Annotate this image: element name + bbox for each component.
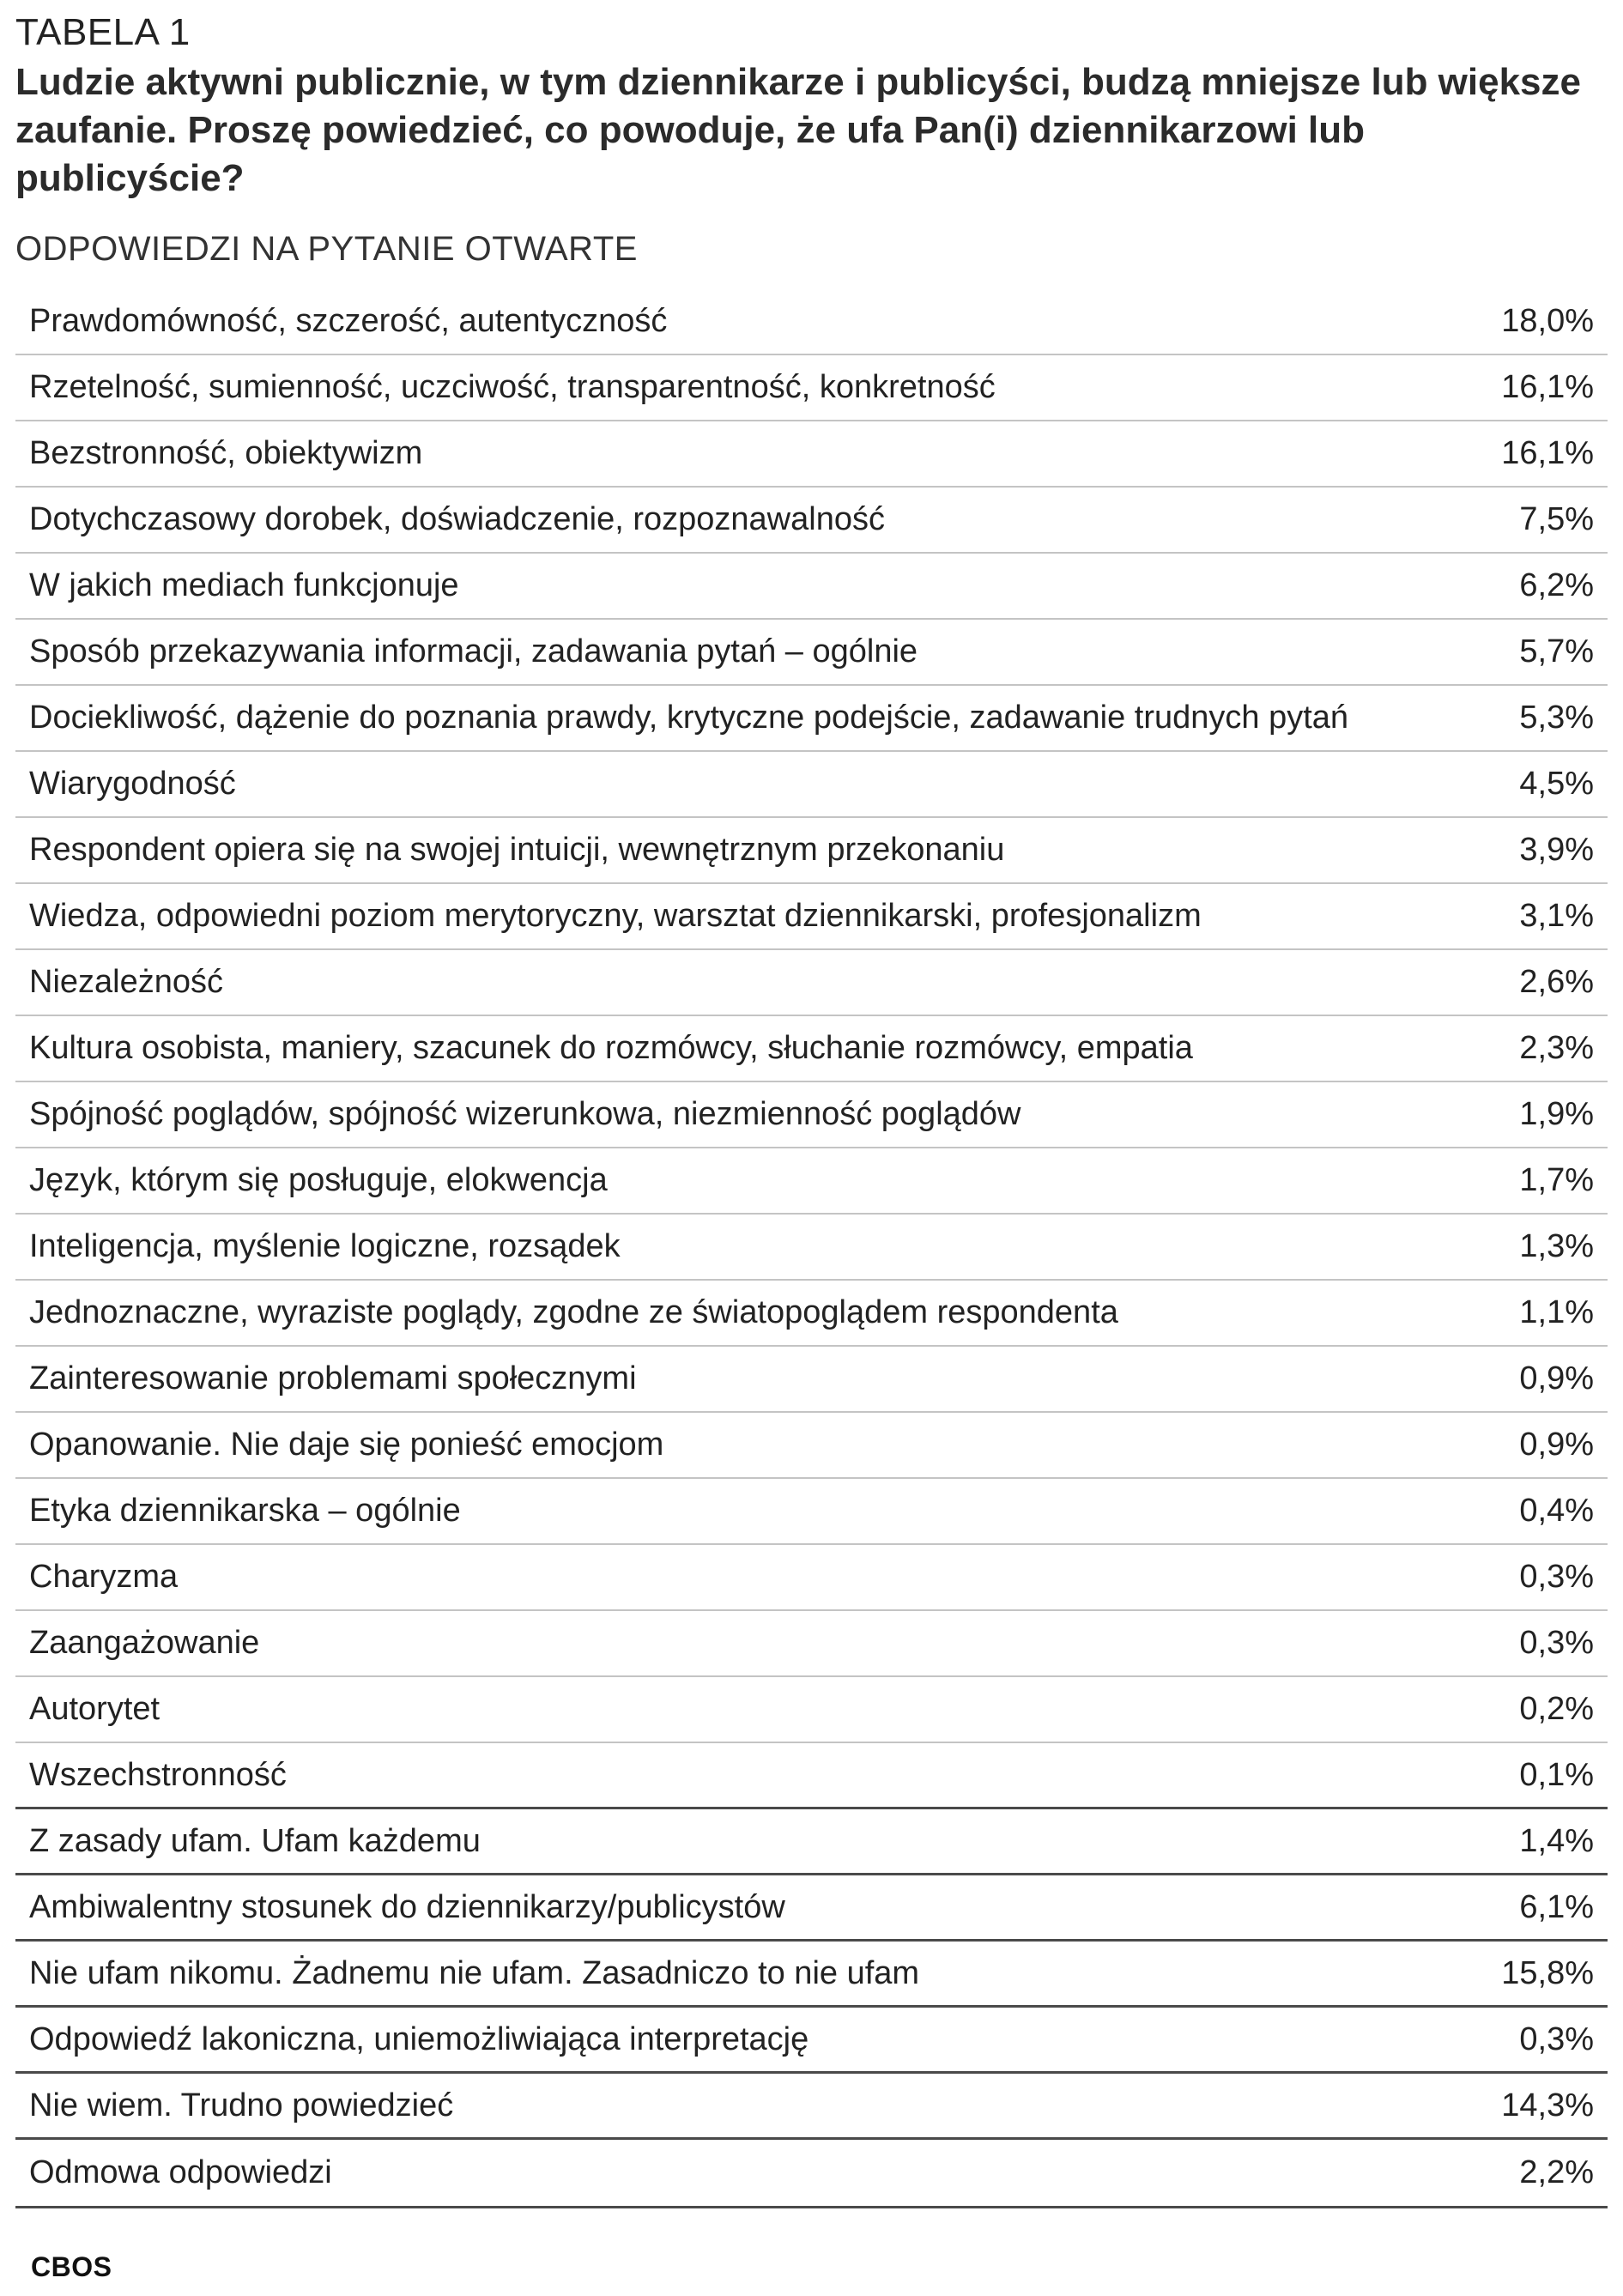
table-row <box>15 1016 1608 1082</box>
table-row <box>15 1545 1608 1611</box>
row-label: Wiedza, odpowiedni poziom merytoryczny, warsztat dziennikarski, profesjonalizm <box>29 898 1202 934</box>
row-label: Prawdomówność, szczerość, autentyczność <box>29 303 668 339</box>
row-label: Autorytet <box>29 1691 160 1727</box>
row-label: Nie wiem. Trudno powiedzieć <box>29 2087 454 2123</box>
table-row <box>15 818 1608 884</box>
table-row <box>15 1281 1608 1347</box>
row-label: Wiarygodność <box>29 766 236 802</box>
table-subtitle: ODPOWIEDZI NA PYTANIE OTWARTE <box>15 230 638 268</box>
row-value: 6,2% <box>1519 567 1594 603</box>
row-value: 2,6% <box>1519 964 1594 1000</box>
row-value: 16,1% <box>1501 369 1594 405</box>
table-row <box>15 1148 1608 1215</box>
table-row <box>15 1611 1608 1677</box>
row-label: Z zasady ufam. Ufam każdemu <box>29 1822 481 1859</box>
data-table <box>15 289 1608 2208</box>
row-label: Respondent opiera się na swojej intuicji, wewnętrznym przekonaniu <box>29 832 1005 868</box>
row-label: Zainteresowanie problemami społecznymi <box>29 1360 637 1396</box>
row-value: 0,3% <box>1519 1559 1594 1595</box>
table-row <box>15 1215 1608 1281</box>
row-value: 0,9% <box>1519 1360 1594 1396</box>
row-label: Niezależność <box>29 964 223 1000</box>
row-value: 15,8% <box>1501 1954 1594 1991</box>
table-label: TABELA 1 <box>15 11 191 53</box>
table-row <box>15 1743 1608 1809</box>
table-row <box>15 1942 1608 2008</box>
row-value: 7,5% <box>1519 501 1594 537</box>
row-value: 1,7% <box>1519 1162 1594 1198</box>
row-label: Ambiwalentny stosunek do dziennikarzy/publicystów <box>29 1888 785 1925</box>
row-value: 1,3% <box>1519 1228 1594 1264</box>
row-label: Odpowiedź lakoniczna, uniemożliwiająca interpretację <box>29 2020 809 2057</box>
row-label: Dotychczasowy dorobek, doświadczenie, rozpoznawalność <box>29 501 885 537</box>
table-row <box>15 1479 1608 1545</box>
row-value: 0,3% <box>1519 2020 1594 2057</box>
row-label: Rzetelność, sumienność, uczciwość, transparentność, konkretność <box>29 369 996 405</box>
row-value: 6,1% <box>1519 1888 1594 1925</box>
row-label: Sposób przekazywania informacji, zadawania pytań – ogólnie <box>29 633 918 669</box>
table-row <box>15 2074 1608 2140</box>
table-row <box>15 2140 1608 2206</box>
row-value: 0,3% <box>1519 1625 1594 1661</box>
row-value: 16,1% <box>1501 435 1594 471</box>
table-row <box>15 554 1608 620</box>
row-label: Nie ufam nikomu. Żadnemu nie ufam. Zasadniczo to nie ufam <box>29 1954 920 1991</box>
table-row <box>15 421 1608 488</box>
row-value: 1,1% <box>1519 1294 1594 1330</box>
table-row <box>15 884 1608 950</box>
row-label: Kultura osobista, maniery, szacunek do rozmówcy, słuchanie rozmówcy, empatia <box>29 1030 1193 1066</box>
row-label: Język, którym się posługuje, elokwencja <box>29 1162 608 1198</box>
row-value: 18,0% <box>1501 303 1594 339</box>
table-row <box>15 289 1608 355</box>
table-row <box>15 488 1608 554</box>
table-row <box>15 2008 1608 2074</box>
row-label: W jakich mediach funkcjonuje <box>29 567 459 603</box>
row-value: 2,3% <box>1519 1030 1594 1066</box>
row-value: 0,9% <box>1519 1427 1594 1463</box>
row-value: 1,9% <box>1519 1096 1594 1132</box>
table-row <box>15 620 1608 686</box>
table-row <box>15 752 1608 818</box>
row-label: Zaangażowanie <box>29 1625 260 1661</box>
table-title: Ludzie aktywni publicznie, w tym dziennikarze i publicyści, budzą mniejsze lub większe zaufanie. Proszę powiedzieć, co powoduje, że ufa Pan(i) dziennikarzowi lub publicyście? <box>15 61 1582 199</box>
table-row <box>15 1347 1608 1413</box>
row-value: 0,4% <box>1519 1493 1594 1529</box>
row-value: 0,1% <box>1519 1756 1594 1793</box>
row-label: Spójność poglądów, spójność wizerunkowa, niezmienność poglądów <box>29 1096 1021 1132</box>
row-value: 1,4% <box>1519 1822 1594 1859</box>
table-row <box>15 1677 1608 1743</box>
row-value: 5,3% <box>1519 700 1594 736</box>
row-label: Etyka dziennikarska – ogólnie <box>29 1493 461 1529</box>
table-row <box>15 1082 1608 1148</box>
source-label: CBOS <box>31 2251 112 2282</box>
table-row <box>15 950 1608 1016</box>
table-row <box>15 1809 1608 1875</box>
row-label: Charyzma <box>29 1559 179 1595</box>
table-row <box>15 686 1608 752</box>
row-value: 3,1% <box>1519 898 1594 934</box>
table-row <box>15 1875 1608 1942</box>
row-label: Jednoznaczne, wyraziste poglądy, zgodne ze światopoglądem respondenta <box>29 1294 1118 1330</box>
table-row <box>15 355 1608 421</box>
row-value: 4,5% <box>1519 766 1594 802</box>
row-value: 5,7% <box>1519 633 1594 669</box>
row-value: 0,2% <box>1519 1691 1594 1727</box>
row-label: Odmowa odpowiedzi <box>29 2154 332 2190</box>
row-label: Bezstronność, obiektywizm <box>29 435 423 471</box>
row-value: 14,3% <box>1501 2087 1594 2123</box>
table-row <box>15 1413 1608 1479</box>
row-label: Inteligencja, myślenie logiczne, rozsądek <box>29 1228 621 1264</box>
row-label: Opanowanie. Nie daje się ponieść emocjom <box>29 1427 664 1463</box>
row-label: Wszechstronność <box>29 1756 287 1793</box>
row-value: 3,9% <box>1519 832 1594 868</box>
row-value: 2,2% <box>1519 2154 1594 2190</box>
row-label: Dociekliwość, dążenie do poznania prawdy, krytyczne podejście, zadawanie trudnych pytań <box>29 700 1349 736</box>
